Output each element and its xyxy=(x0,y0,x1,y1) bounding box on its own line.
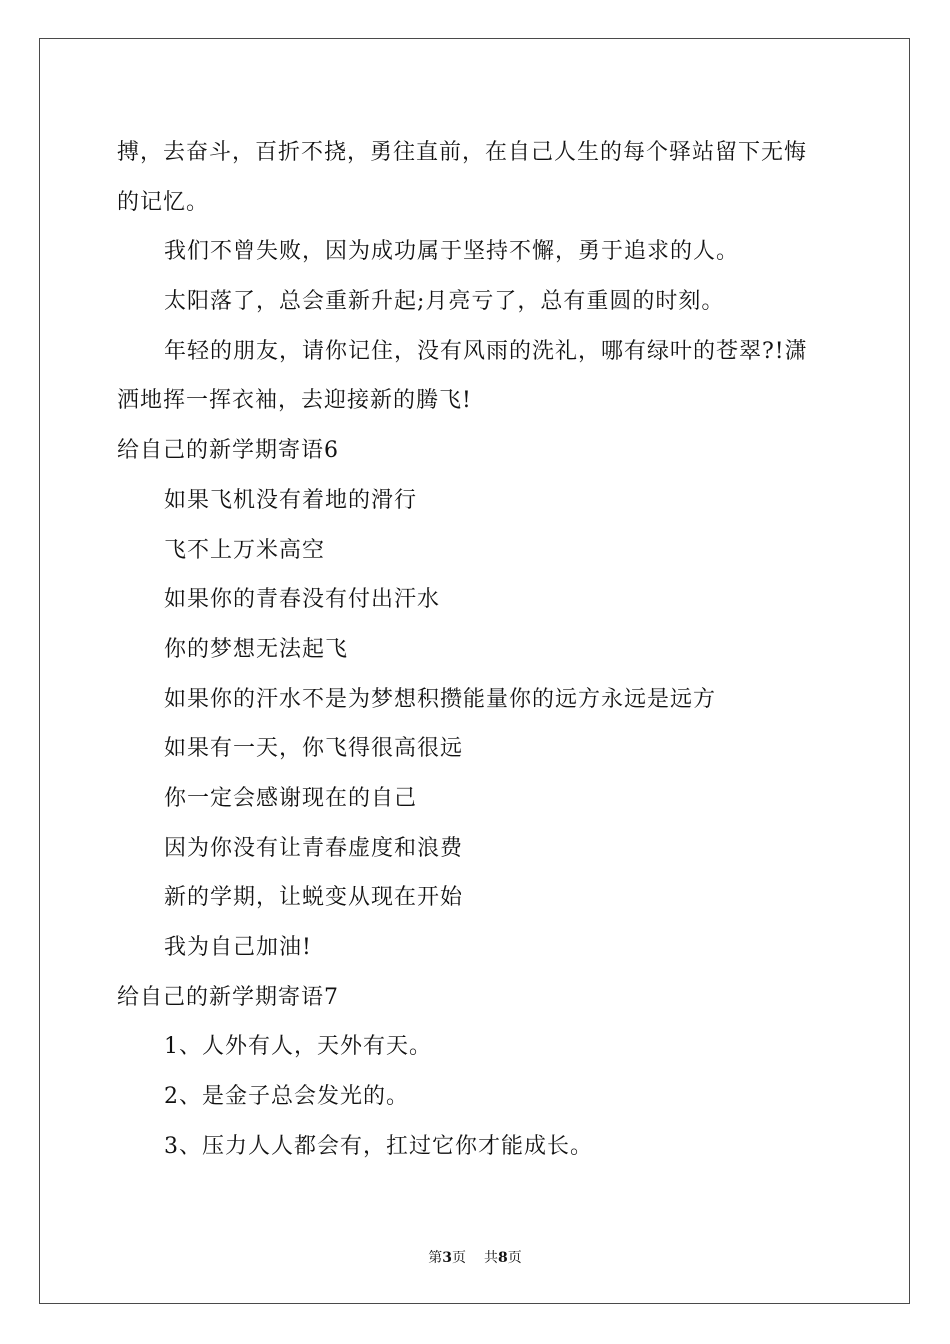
page-current: 3 xyxy=(442,1250,452,1266)
list-item: 2、是金子总会发光的。 xyxy=(164,1084,409,1110)
document-body xyxy=(117,128,837,1171)
poem-line: 如果飞机没有着地的滑行 xyxy=(164,487,418,513)
text-line: 我们不曾失败，因为成功属于坚持不懈，勇于追求的人。 xyxy=(164,239,740,265)
total-suffix: 页 xyxy=(507,1250,522,1266)
poem-line: 如果有一天，你飞得很高很远 xyxy=(164,736,464,762)
poem-line: 飞不上万米高空 xyxy=(164,537,326,563)
text-line: 洒地挥一挥衣袖，去迎接新的腾飞! xyxy=(117,388,472,414)
poem-line: 新的学期，让蜕变从现在开始 xyxy=(164,885,464,911)
list-item: 3、压力人人都会有，扛过它你才能成长。 xyxy=(164,1133,593,1159)
text-line: 搏，去奋斗，百折不挠，勇往直前，在自己人生的每个驿站留下无悔 xyxy=(117,140,808,165)
page-suffix: 页 xyxy=(452,1250,466,1266)
poem-line: 因为你没有让青春虚度和浪费 xyxy=(164,835,464,861)
list-item: 1、人外有人，天外有天。 xyxy=(164,1034,432,1060)
page-prefix: 第 xyxy=(428,1250,443,1266)
text-line: 太阳落了，总会重新升起;月亮亏了，总有重圆的时刻。 xyxy=(164,289,725,315)
total-prefix: 共 xyxy=(484,1250,498,1266)
poem-line: 你的梦想无法起飞 xyxy=(164,636,349,662)
text-line: 的记忆。 xyxy=(117,189,210,215)
poem-line: 如果你的青春没有付出汗水 xyxy=(164,587,441,613)
poem-line: 你一定会感谢现在的自己 xyxy=(164,785,418,811)
text-line: 年轻的朋友，请你记住，没有风雨的洗礼，哪有绿叶的苍翠?!潇 xyxy=(164,338,808,364)
poem-line: 如果你的汗水不是为梦想积攒能量你的远方永远是远方 xyxy=(164,686,717,712)
page-footer xyxy=(0,1247,950,1267)
section-heading: 给自己的新学期寄语7 xyxy=(117,984,339,1010)
section-heading: 给自己的新学期寄语6 xyxy=(117,438,339,464)
page-total: 8 xyxy=(498,1250,508,1266)
poem-line: 我为自己加油! xyxy=(164,935,312,960)
